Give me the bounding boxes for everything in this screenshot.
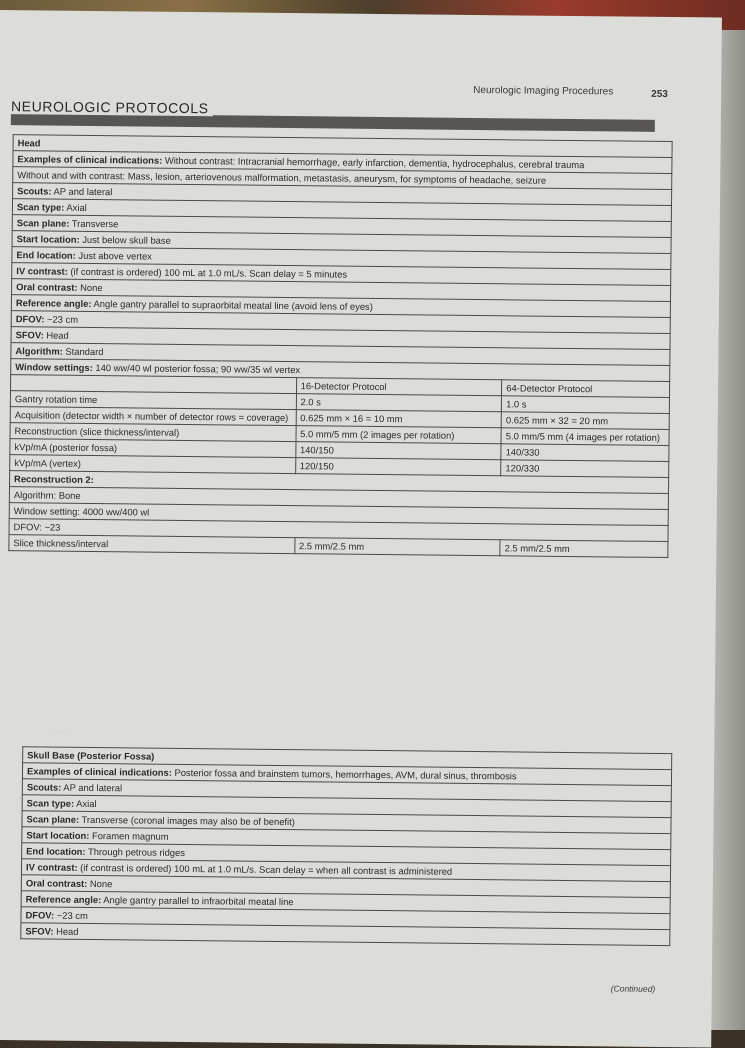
table-cell [9, 535, 295, 554]
row-value: Transverse [71, 217, 119, 230]
recon2-row: Algorithm: Bone [13, 489, 81, 501]
table-cell [501, 428, 669, 446]
row-value: Foramen magnum [91, 830, 169, 842]
row-label: DFOV: [15, 313, 45, 325]
cell-text: 2.5 mm/2.5 mm [298, 540, 365, 552]
row-value: AP and lateral [63, 781, 123, 794]
section-title: NEUROLOGIC PROTOCOLS [11, 98, 213, 116]
cell-text: Acquisition (detector width × number of detector rows = coverage) [14, 409, 289, 424]
table-cell [502, 396, 670, 414]
table-cell [501, 444, 669, 462]
table-cell [294, 538, 500, 556]
row-label: Scouts: [26, 781, 62, 793]
recon2-row: Window setting: 4000 ww/400 wl [13, 505, 150, 518]
book-page [0, 10, 722, 1048]
cell-text: 140/330 [505, 446, 540, 458]
table-cell [500, 540, 668, 558]
row-label: Algorithm: [15, 345, 63, 357]
row-value: (if contrast is ordered) 100 mL at 1.0 mL/s. Scan delay = when all contrast is administered [80, 861, 453, 877]
cell-text: 5.0 mm/5 mm (4 images per rotation) [505, 430, 661, 443]
row-value: Head [56, 925, 79, 937]
row-value: Angle gantry parallel to supraorbital meatal line (avoid lens of eyes) [93, 297, 373, 312]
row-label: Oral contrast: [25, 877, 88, 889]
row-label: Start location: [16, 233, 80, 245]
row-value: ~23 cm [56, 909, 88, 921]
table-cell [501, 460, 669, 478]
row-value: (if contrast is ordered) 100 mL at 1.0 mL/s. Scan delay = 5 minutes [70, 265, 348, 280]
row-value: Axial [66, 201, 87, 213]
row-label: Window settings: [15, 361, 93, 373]
head-protocol-table [8, 134, 672, 558]
row-value: Standard [65, 345, 104, 358]
cell-text: 140/150 [299, 444, 334, 456]
cell-text: 64-Detector Protocol [506, 382, 593, 395]
table-cell [501, 412, 669, 430]
row-label: End location: [26, 845, 86, 857]
skull-base-protocol-table [20, 746, 672, 946]
cell-text: 2.0 s [300, 396, 321, 408]
row-value: Just above vertex [78, 249, 152, 262]
cell-text: Reconstruction (slice thickness/interval) [14, 425, 180, 438]
cell-text: Slice thickness/interval [13, 537, 109, 550]
row-label: SFOV: [25, 925, 54, 937]
cell-text: 0.625 mm × 16 = 10 mm [300, 412, 403, 425]
row-label: End location: [16, 249, 76, 261]
row-label: Scan type: [26, 797, 75, 809]
row-label: Scan plane: [26, 813, 80, 825]
page-artifact: · · · · [52, 728, 68, 736]
examples-text: Without contrast: Intracranial hemorrhage, early infarction, dementia, hydrocephalus, cerebral trauma [164, 154, 585, 171]
row-value: Head [46, 329, 69, 341]
recon2-row: DFOV: ~23 [13, 521, 61, 533]
examples-label: Examples of clinical indications: [26, 765, 172, 778]
cell-text: 2.5 mm/2.5 mm [504, 542, 570, 554]
cell-text: 16-Detector Protocol [300, 380, 387, 393]
row-value: Just below skull base [82, 233, 171, 246]
cell-text: kVp/mA (vertex) [14, 457, 82, 469]
row-value: 140 ww/40 wl posterior fossa; 90 ww/35 wl vertex [95, 362, 301, 376]
row-label: Reference angle: [15, 297, 92, 309]
row-label: Scan type: [16, 201, 65, 213]
running-head: Neurologic Imaging Procedures [473, 84, 614, 98]
cell-text: 1.0 s [506, 398, 527, 410]
cell-text: 5.0 mm/5 mm (2 images per rotation) [300, 428, 455, 441]
row-value: AP and lateral [53, 185, 113, 198]
row-label: Reference angle: [25, 893, 102, 906]
section-bar [11, 113, 655, 132]
row-value: Angle gantry parallel to infraorbital meatal line [103, 894, 294, 908]
cell-text: 120/330 [505, 462, 540, 474]
examples-label: Examples of clinical indications: [17, 153, 163, 166]
cell-text: kVp/mA (posterior fossa) [14, 441, 118, 454]
skull-base-title: Skull Base (Posterior Fossa) [27, 749, 155, 762]
head-title: Head [17, 137, 41, 149]
row-label: Scouts: [17, 185, 52, 197]
cell-text: 120/150 [299, 460, 334, 472]
cell-text: Gantry rotation time [14, 393, 98, 406]
row-value: Axial [76, 797, 97, 810]
row-value: ~23 cm [46, 313, 79, 325]
row-label: Oral contrast: [16, 281, 78, 293]
with-contrast-text: Without and with contrast: Mass, lesion, arteriovenous malformation, metastasis, aneurysm, for symptoms of headache, seizure [17, 169, 547, 186]
recon2-title: Reconstruction 2: [14, 473, 94, 486]
row-label: Scan plane: [16, 217, 70, 229]
row-value: None [89, 877, 113, 890]
row-value: Transverse (coronal images may also be of benefit) [81, 813, 295, 828]
row-label: IV contrast: [16, 265, 68, 277]
row-label: DFOV: [25, 909, 55, 921]
row-value: None [80, 281, 103, 294]
examples-text: Posterior fossa and brainstem tumors, hemorrhages, AVM, dural sinus, thrombosis [174, 766, 517, 782]
row-label: Start location: [26, 829, 90, 841]
cell-text: 0.625 mm × 32 = 20 mm [505, 414, 609, 427]
continued-note: (Continued) [610, 983, 656, 994]
row-label: IV contrast: [25, 861, 78, 873]
row-label: SFOV: [15, 329, 44, 341]
page-number: 253 [651, 88, 668, 100]
table-cell [502, 380, 670, 398]
row-value: Through petrous ridges [87, 845, 185, 858]
